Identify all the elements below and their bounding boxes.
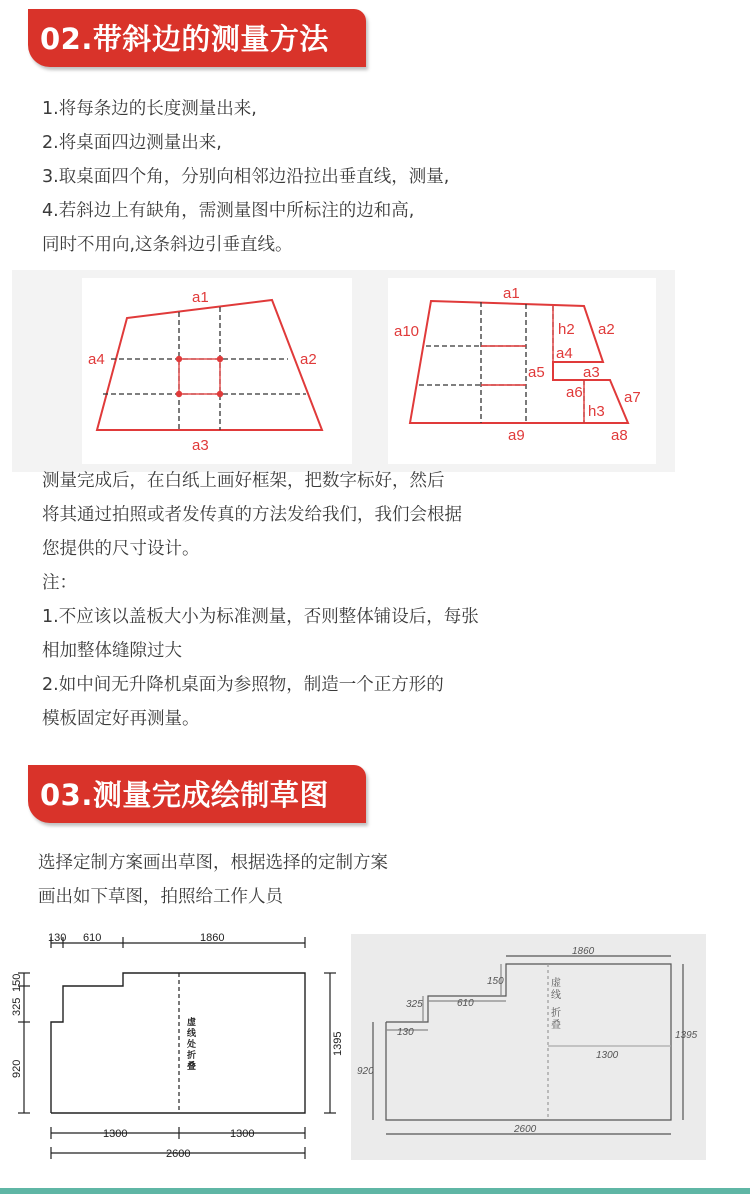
cad-drawing	[8, 928, 346, 1164]
section-title: 03.测量完成绘制草图	[40, 778, 329, 812]
note-line: 2.如中间无升降机桌面为参照物，制造一个正方形的	[42, 675, 444, 695]
dim-610: 610	[83, 932, 102, 944]
dim-150: 150	[11, 973, 23, 992]
step-line: 1.将每条边的长度测量出来,	[42, 99, 257, 119]
sketch-dim-1860: 1860	[572, 946, 595, 957]
note-line: 相加整体缝隙过大	[42, 641, 182, 661]
notched-polygon-diagram	[388, 278, 656, 464]
sketch-dim-920: 920	[357, 1066, 374, 1077]
sketch-dim-150: 150	[487, 976, 504, 987]
label-h2: h2	[558, 321, 575, 338]
sketch-dim-130: 130	[397, 1027, 414, 1038]
fold-char: 虚	[187, 1017, 197, 1027]
paragraph-line: 画出如下草图，拍照给工作人员	[38, 887, 283, 907]
measurement-steps	[42, 92, 449, 262]
step-line: 4.若斜边上有缺角，需测量图中所标注的边和高,	[42, 201, 415, 221]
label-a2: a2	[300, 351, 317, 368]
notes-heading: 注：	[42, 573, 77, 593]
section-banner-03	[28, 765, 366, 823]
sketch-dim-1300: 1300	[596, 1050, 619, 1061]
dim-1300-left: 1300	[103, 1128, 128, 1140]
label-a1: a1	[503, 285, 520, 302]
sketch-dim-610: 610	[457, 998, 474, 1009]
dim-130: 130	[48, 932, 67, 944]
label-a7: a7	[624, 389, 641, 406]
label-a1: a1	[192, 289, 209, 306]
note-line: 模板固定好再测量。	[42, 709, 200, 729]
fold-char: 叠	[187, 1061, 197, 1071]
after-measure-text	[42, 464, 462, 566]
sketch-fold-char: 虚	[551, 978, 561, 989]
label-a10: a10	[394, 323, 420, 340]
sketch-fold-char: 叠	[551, 1020, 561, 1031]
dim-920: 920	[11, 1059, 23, 1078]
dim-325: 325	[11, 997, 23, 1016]
dim-1300-right: 1300	[230, 1128, 255, 1140]
label-a3: a3	[583, 364, 600, 381]
sketch-fold-char: 折	[551, 1008, 561, 1019]
sketch-dim-1395: 1395	[675, 1030, 698, 1041]
hand-sketch	[351, 934, 706, 1160]
section-banner-02	[28, 9, 366, 67]
section-title: 02.带斜边的测量方法	[40, 22, 329, 56]
note-line: 1.不应该以盖板大小为标准测量，否则整体铺设后，每张	[42, 607, 479, 627]
label-a6: a6	[566, 384, 583, 401]
fold-char: 处	[187, 1039, 197, 1049]
sketch-fold-char: 线	[551, 990, 561, 1001]
fold-char: 折	[187, 1050, 197, 1060]
dim-1395: 1395	[332, 1031, 344, 1056]
dim-2600: 2600	[166, 1148, 191, 1160]
fold-char: 线	[187, 1028, 197, 1038]
paragraph-line: 您提供的尺寸设计。	[42, 539, 200, 559]
sketch-intro	[38, 846, 388, 914]
paragraph-line: 将其通过拍照或者发传真的方法发给我们，我们会根据	[42, 505, 462, 525]
label-a2: a2	[598, 321, 615, 338]
dim-1860: 1860	[200, 932, 225, 944]
step-line: 同时不用向,这条斜边引垂直线。	[42, 235, 293, 255]
sketch-dim-325: 325	[406, 999, 423, 1010]
label-a5: a5	[528, 364, 545, 381]
label-a3: a3	[192, 437, 209, 454]
trapezoid-diagram	[82, 278, 352, 464]
paragraph-line: 测量完成后，在白纸上画好框架，把数字标好，然后	[42, 471, 445, 491]
footer-divider	[0, 1188, 750, 1194]
label-a4: a4	[88, 351, 105, 368]
label-a4: a4	[556, 345, 573, 362]
label-h3: h3	[588, 403, 605, 420]
label-a9: a9	[508, 427, 525, 444]
step-line: 2.将桌面四边测量出来,	[42, 133, 222, 153]
label-a8: a8	[611, 427, 628, 444]
step-line: 3.取桌面四个角，分别向相邻边沿拉出垂直线，测量,	[42, 167, 450, 187]
sketch-dim-2600: 2600	[514, 1124, 537, 1135]
notes-block	[42, 566, 479, 736]
paragraph-line: 选择定制方案画出草图，根据选择的定制方案	[38, 853, 388, 873]
